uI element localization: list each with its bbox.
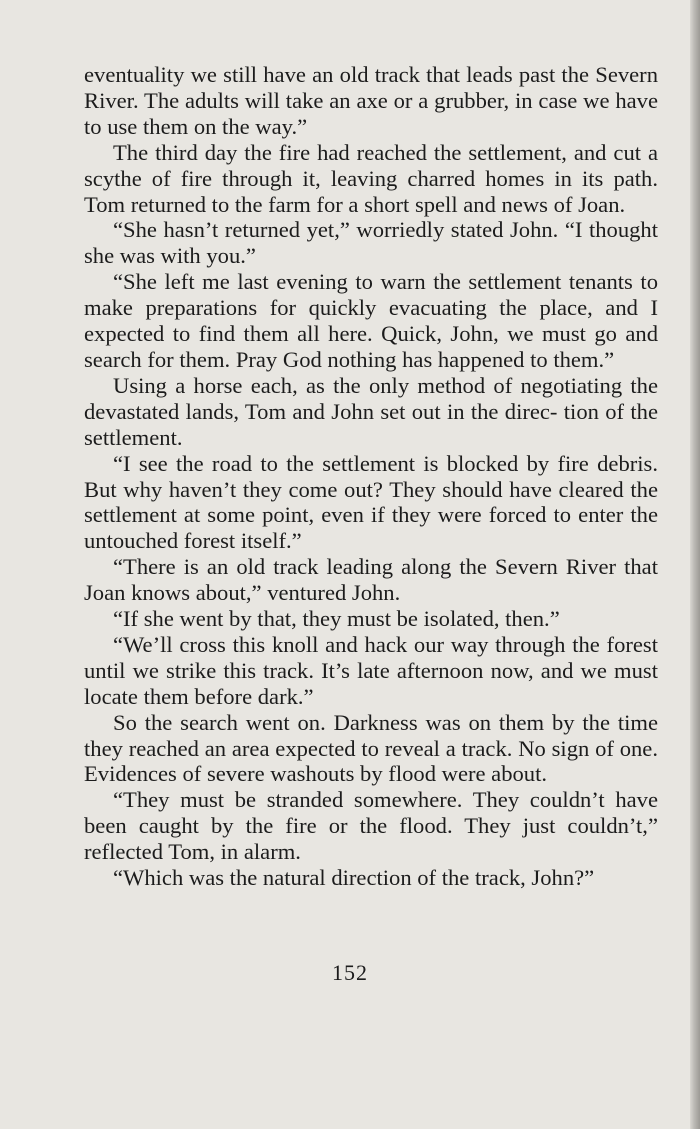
paragraph: eventuality we still have an old track that leads past the Severn River. The adults will take an axe or a grubber, in case we have to use them on the way.”: [84, 62, 658, 139]
paragraph: “She left me last evening to warn the settlement tenants to make preparations for quickly evacuating the place, and I expected to find them all here. Quick, John, we must go and search for them. Pray God nothing has happened to them.”: [84, 269, 658, 372]
paragraph: “Which was the natural direction of the track, John?”: [113, 865, 595, 891]
body-text: [84, 62, 658, 891]
paragraph: The third day the fire had reached the settlement, and cut a scythe of fire through it, leaving charred homes in its path. Tom returned to the farm for a short spell and news of Joan.: [84, 139, 658, 217]
page-edge: [690, 0, 700, 1129]
paragraph: “There is an old track leading along the Severn River that Joan knows about,” ventured John.: [84, 554, 658, 606]
paragraph: Using a horse each, as the only method of negotiating the devastated lands, Tom and John set out in the direc- tion of the settlement.: [84, 372, 658, 450]
paragraph: So the search went on. Darkness was on them by the time they reached an area expected to reveal a track. No sign of one. Evidences of severe washouts by flood were about.: [84, 709, 658, 787]
paragraph: “I see the road to the settlement is blocked by fire debris. But why haven’t they come out? They should have cleared the settlement at some point, even if they were forced to enter the untouched forest itself.”: [84, 450, 658, 554]
paragraph: “She hasn’t returned yet,” worriedly stated John. “I thought she was with you.”: [84, 217, 658, 269]
page-number: 152: [332, 960, 368, 985]
paragraph: “If she went by that, they must be isolated, then.”: [113, 606, 560, 632]
paragraph: “They must be stranded somewhere. They couldn’t have been caught by the fire or the flood. They just couldn’t,” reflected Tom, in alarm.: [84, 787, 658, 865]
paragraph: “We’ll cross this knoll and hack our way through the forest until we strike this track. It’s late afternoon now, and we must locate them before dark.”: [84, 631, 658, 709]
